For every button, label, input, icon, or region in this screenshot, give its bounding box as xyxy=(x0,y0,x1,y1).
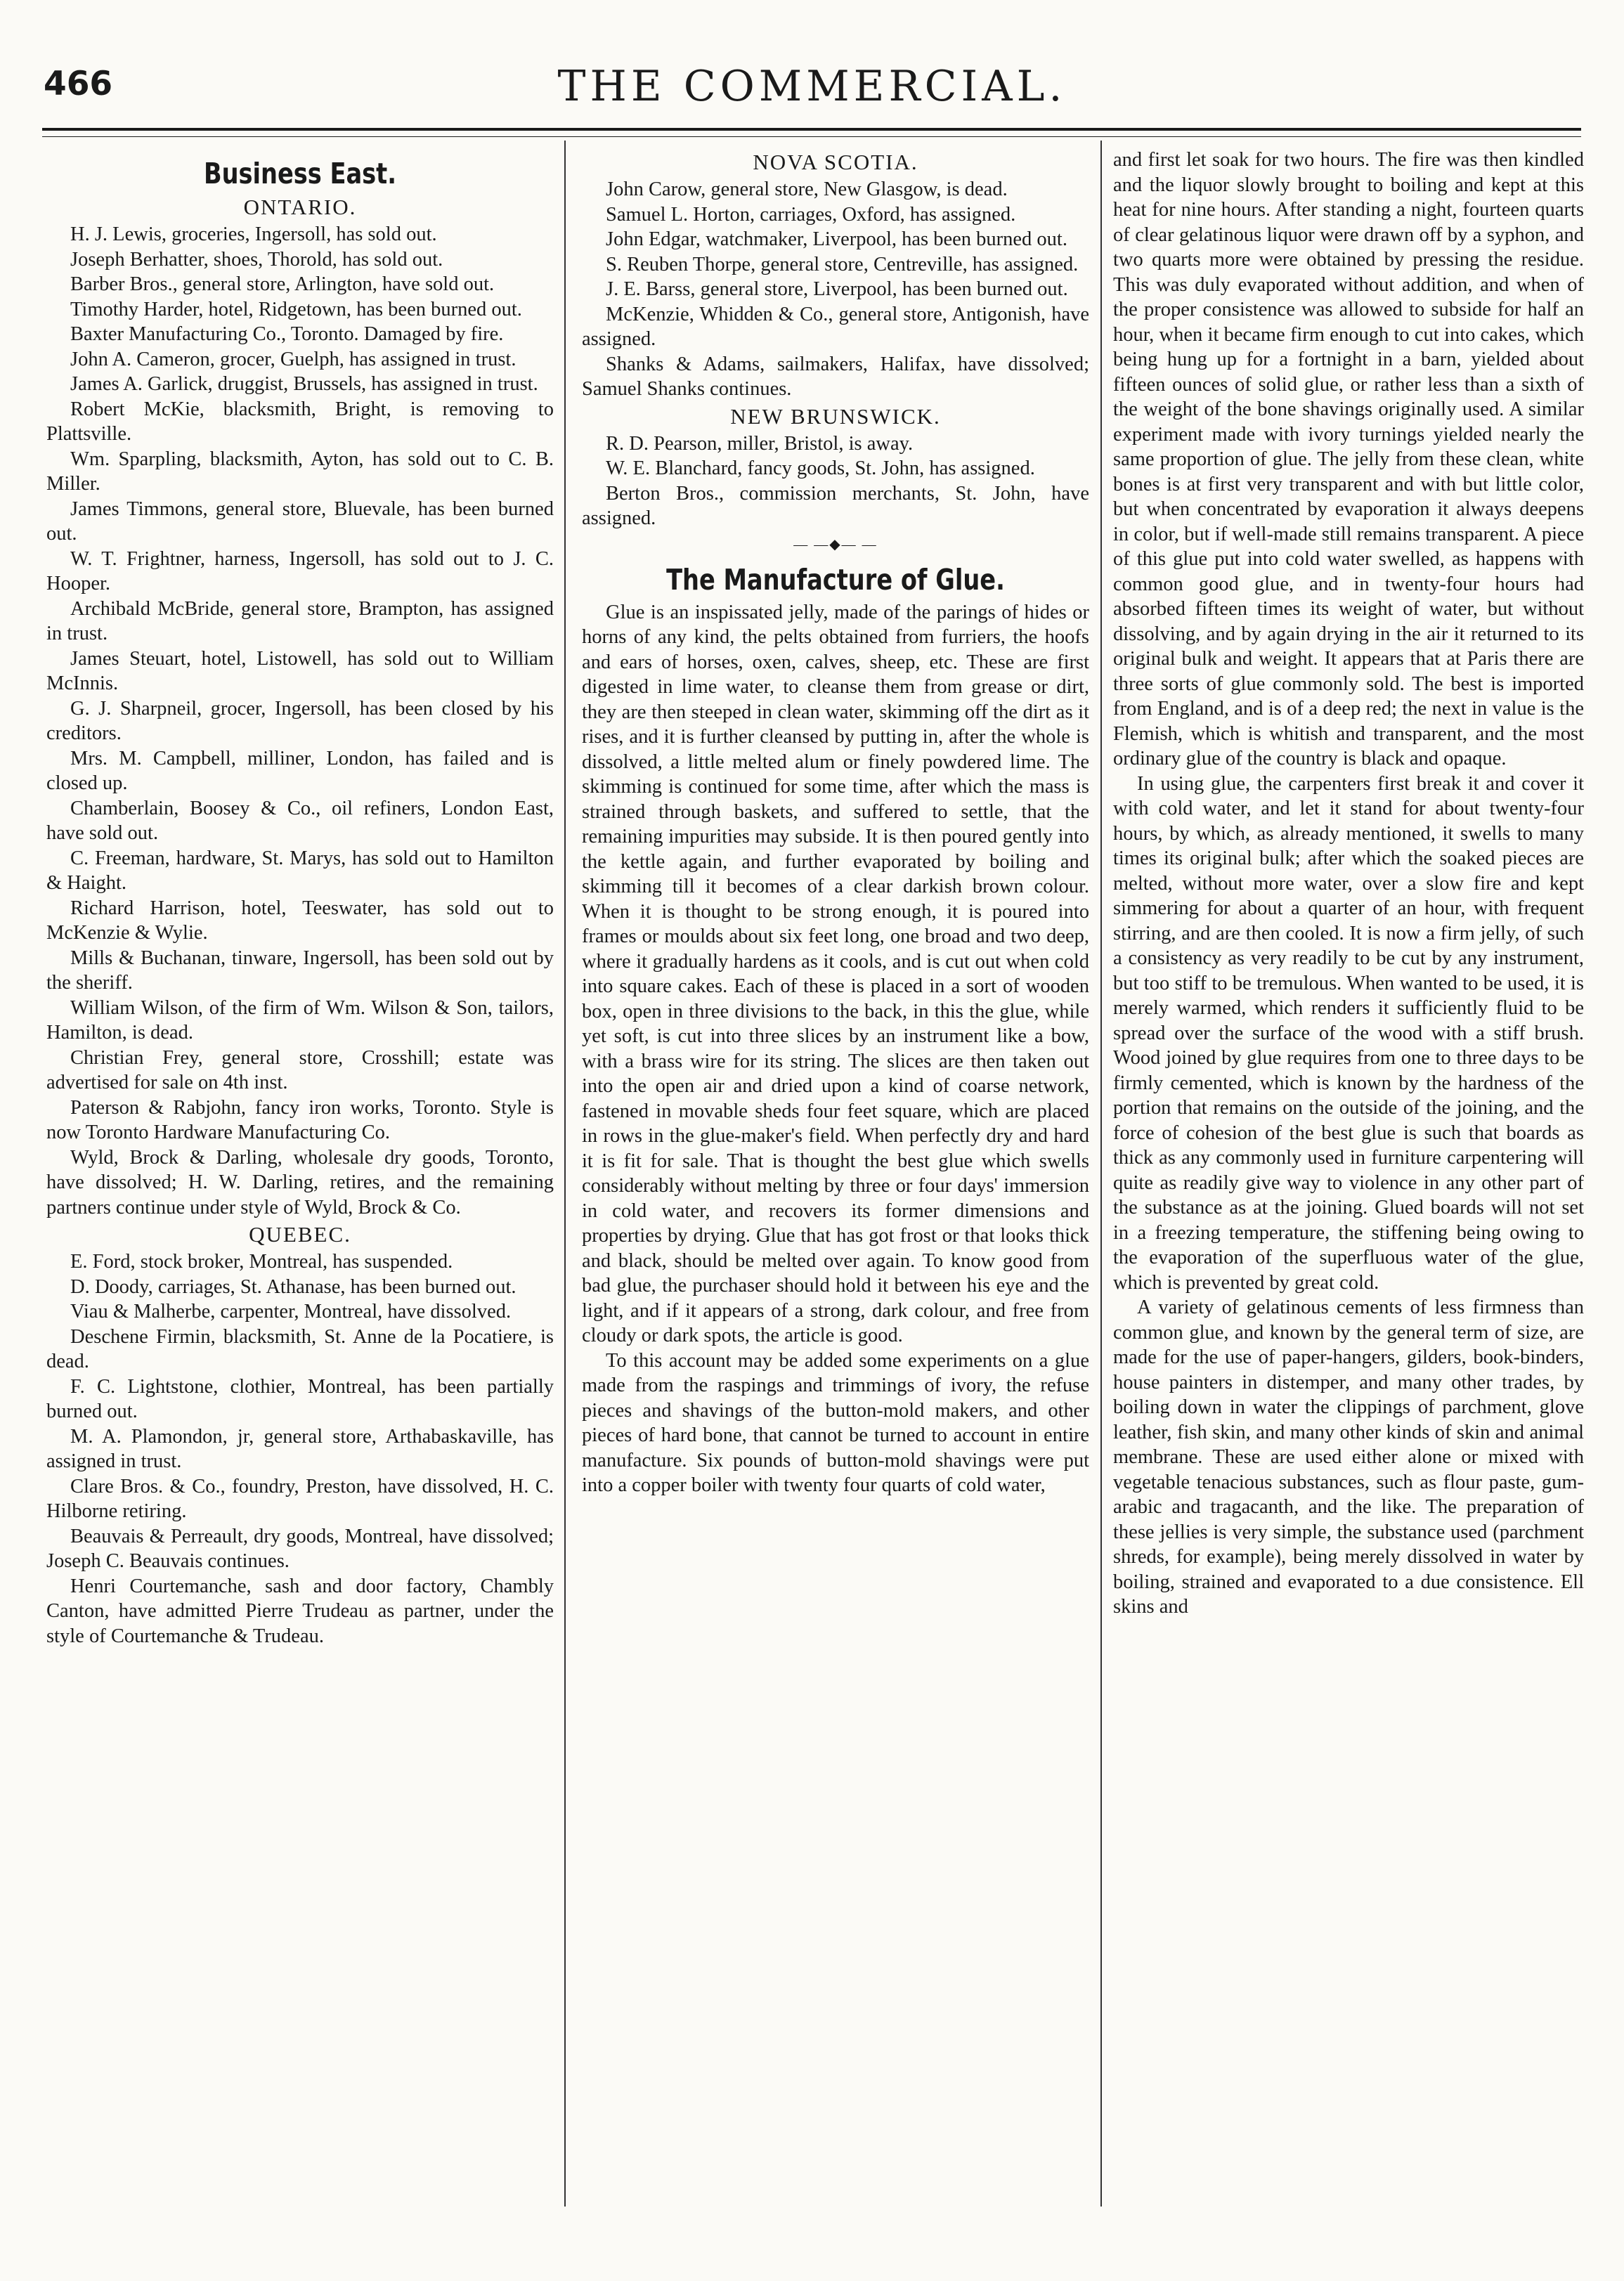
list-item: Paterson & Rabjohn, fancy iron works, Toronto. Style is now Toronto Hardware Manufacturing Co. xyxy=(46,1096,554,1143)
list-item: John Edgar, watchmaker, Liverpool, has been burned out. xyxy=(606,228,1067,250)
list-item: James A. Garlick, druggist, Brussels, has assigned in trust. xyxy=(70,373,538,395)
list-item: Chamberlain, Boosey & Co., oil refiners, London East, have sold out. xyxy=(46,797,554,844)
list-item: E. Ford, stock broker, Montreal, has suspended. xyxy=(70,1251,453,1273)
column-1 xyxy=(46,148,554,1649)
nova-scotia-heading: NOVA SCOTIA. xyxy=(753,150,918,174)
article-paragraph: Glue is an inspissated jelly, made of the parings of hides or horns of any kind, the pelts obtained from furriers, the hoofs and ears of horses, oxen, calves, sheep, etc. These are first digested in lime water, to cleanse them from grease or dirt, they are then steeped in clean water, skimming off the dirt as it rises, and it is further cleansed by putting in, after the whole is dissolved, a little melted alum or finely powdered lime. The skimming is continued for some time, after which the mass is strained through baskets, and suffered to settle, that the remaining impurities may subside. It is then poured gently into the kettle again, and further evaporated by boiling and skimming till it becomes of a clear darkish brown colour. When it is thought to be strong enough, it is poured into frames or moulds about six feet long, one broad and two deep, where it gradually hardens as it cools, and is cut out when cold into square cakes. Each of these is placed in a sort of wooden box, open in three divisions to the back, in this the glue, while yet soft, is cut into three slices by an instrument like a bow, with a brass wire for its string. The slices are then taken out into the open air and dried upon a kind of coarse network, fastened in movable sheds four feet square, which are placed in rows in the glue-maker's field. When perfectly dry and hard it is fit for sale. That is thought the best glue which swells considerably without melting by three or four days' immersion in cold water, and recovers its former dimensions and properties by drying. Glue that has got frost or that looks thick and black, should be melted over again. To know good from bad glue, the purchaser should hold it between his eye and the light, and if it appears of a strong, dark colour, and free from cloudy or dark spots, the article is good. xyxy=(582,601,1089,1346)
list-item: Baxter Manufacturing Co., Toronto. Damaged by fire. xyxy=(70,323,504,345)
column-rule-1 xyxy=(564,141,566,2207)
article-paragraph: In using glue, the carpenters first break it and cover it with cold water, and let it stand for about twenty-four hours, by which, as already mentioned, it swells to many times its original bulk; after which the soaked pieces are melted, without more water, over a slow fire and kept simmering for about a quarter of an hour, with frequent stirring, and are then cooled. It is now a firm jelly, of such a consistency as very readily to be cut by any instrument, but too stiff to be tremulous. When wanted to be used, it is merely warmed, which renders it sufficiently fluid to be spread over the surface of the wood with a stiff brush. Wood joined by glue requires from one to three days to be firmly cemented, which is known by the hardness of the portion that remains on the outside of the joining, and the force of cohesion of the best glue is such that boards as thick as any commonly used in furniture carpentering will quite as readily give way to violence in any other part of the substance as at the joining. Glued boards will not set in a freezing temperature, the stiffening being owing to the evaporation of the superfluous water of the glue, which is prevented by great cold. xyxy=(1113,772,1584,1294)
list-item: Barber Bros., general store, Arlington, have sold out. xyxy=(70,273,495,295)
list-item: John Carow, general store, New Glasgow, is dead. xyxy=(606,178,1008,200)
list-item: Timothy Harder, hotel, Ridgetown, has been burned out. xyxy=(70,298,522,320)
column-2 xyxy=(582,148,1089,1498)
list-item: G. J. Sharpneil, grocer, Ingersoll, has been closed by his creditors. xyxy=(46,697,554,744)
list-item: Robert McKie, blacksmith, Bright, is removing to Plattsville. xyxy=(46,398,554,445)
list-item: Joseph Berhatter, shoes, Thorold, has sold out. xyxy=(70,248,443,271)
masthead-rule-thin xyxy=(42,136,1581,137)
list-item: S. Reuben Thorpe, general store, Centreville, has assigned. xyxy=(606,253,1079,275)
list-item: J. E. Barss, general store, Liverpool, has been burned out. xyxy=(606,278,1068,300)
glue-article-title: The Manufacture of Glue. xyxy=(666,562,1005,597)
list-item: Wyld, Brock & Darling, wholesale dry goods, Toronto, have dissolved; H. W. Darling, retires, and the remaining partners continue under style of Wyld, Brock & Co. xyxy=(46,1146,554,1219)
column-rule-2 xyxy=(1100,141,1102,2207)
list-item: W. T. Frightner, harness, Ingersoll, has sold out to J. C. Hooper. xyxy=(46,547,554,594)
list-item: Viau & Malherbe, carpenter, Montreal, have dissolved. xyxy=(70,1301,512,1323)
list-item: Henri Courtemanche, sash and door factory, Chambly Canton, have admitted Pierre Trudeau as partner, under the style of Courtemanche & Trudeau. xyxy=(46,1575,554,1647)
list-item: Mills & Buchanan, tinware, Ingersoll, has been sold out by the sheriff. xyxy=(46,947,554,994)
list-item: James Steuart, hotel, Listowell, has sold out to William McInnis. xyxy=(46,647,554,694)
list-item: William Wilson, of the firm of Wm. Wilson & Son, tailors, Hamilton, is dead. xyxy=(46,996,554,1044)
list-item: C. Freeman, hardware, St. Marys, has sold out to Hamilton & Haight. xyxy=(46,847,554,894)
list-item: F. C. Lightstone, clothier, Montreal, has been partially burned out. xyxy=(46,1375,554,1422)
masthead-title: THE COMMERCIAL. xyxy=(557,62,1067,111)
list-item: H. J. Lewis, groceries, Ingersoll, has sold out. xyxy=(70,223,437,245)
article-paragraph: A variety of gelatinous cements of less firmness than common glue, and known by the general term of size, are made for the use of paper-hangers, gilders, book-binders, house painters in distemper, and many other trades, by boiling down in water the clippings of parchment, glove leather, fish skin, and many other kinds of skin and animal membrane. These are used either alone or mixed with vegetable tenacious substances, such as flour paste, gum-arabic and tragacanth, and the like. The preparation of these jellies is very simple, the substance used (parchment shreds, for example), being merely dissolved in water by boiling, strained and evaporated to a due consistence. Ell skins and xyxy=(1113,1297,1584,1618)
list-item: Shanks & Adams, sailmakers, Halifax, have dissolved; Samuel Shanks continues. xyxy=(582,353,1089,400)
list-item: Deschene Firmin, blacksmith, St. Anne de la Pocatiere, is dead. xyxy=(46,1325,554,1372)
article-paragraph: To this account may be added some experiments on a glue made from the raspings and trimmings of ivory, the refuse pieces and shavings of the button-mold makers, and other pieces of hard bone, that cannot be turned to account in entire manufacture. Six pounds of button-mold shavings were put into a copper boiler with twenty four quarts of cold water, xyxy=(582,1349,1089,1496)
section-ornament: — —◆— — xyxy=(793,536,878,552)
column-3 xyxy=(1113,148,1584,1620)
business-east-title: Business East. xyxy=(203,157,397,190)
list-item: Wm. Sparpling, blacksmith, Ayton, has sold out to C. B. Miller. xyxy=(46,448,554,495)
list-item: W. E. Blanchard, fancy goods, St. John, has assigned. xyxy=(606,457,1035,479)
list-item: John A. Cameron, grocer, Guelph, has assigned in trust. xyxy=(70,348,517,370)
list-item: Mrs. M. Campbell, milliner, London, has failed and is closed up. xyxy=(46,747,554,794)
list-item: Archibald McBride, general store, Brampton, has assigned in trust. xyxy=(46,597,554,644)
list-item: Berton Bros., commission merchants, St. John, have assigned. xyxy=(582,482,1089,529)
page-number: 466 xyxy=(44,65,113,103)
quebec-heading: QUEBEC. xyxy=(249,1222,351,1247)
list-item: Clare Bros. & Co., foundry, Preston, have dissolved, H. C. Hilborne retiring. xyxy=(46,1475,554,1522)
list-item: McKenzie, Whidden & Co., general store, Antigonish, have assigned. xyxy=(582,303,1089,350)
list-item: R. D. Pearson, miller, Bristol, is away. xyxy=(606,432,914,455)
list-item: Beauvais & Perreault, dry goods, Montreal, have dissolved; Joseph C. Beauvais continues. xyxy=(46,1525,554,1572)
list-item: Richard Harrison, hotel, Teeswater, has sold out to McKenzie & Wylie. xyxy=(46,897,554,944)
list-item: Christian Frey, general store, Crosshill; estate was advertised for sale on 4th inst. xyxy=(46,1046,554,1093)
list-item: M. A. Plamondon, jr, general store, Arthabaskaville, has assigned in trust. xyxy=(46,1425,554,1472)
list-item: Samuel L. Horton, carriages, Oxford, has assigned. xyxy=(606,203,1016,226)
list-item: James Timmons, general store, Bluevale, has been burned out. xyxy=(46,498,554,545)
article-paragraph: and first let soak for two hours. The fire was then kindled and the liquor slowly brought to boiling and kept at this heat for nine hours. After standing a night, fourteen quarts of clear gelatinous liquor were drawn off by a syphon, and two quarts more were obtained by pressing the residue. This was duly evaporated without addition, and when of the proper consistence was allowed to subside for half an hour, when it became firm enough to cut into cakes, which being hung up for a fortnight in a barn, yielded about fifteen ounces of solid glue, or rather less than a sixth of the weight of the bone shavings originally used. A similar experiment made with ivory turnings yielded nearly the same proportion of glue. The jelly from these clean, white bones is at first very transparent and with but little color, but when concentrated by evaporation it always deepens in color, but if well-made still remains transparent. A piece of this glue put into cold water swelled, as happens with common good glue, and in twenty-four hours had absorbed fifteen times its weight of water, but without dissolving, and by again drying in the air it returned to its original bulk and weight. It appears that at Paris there are three sorts of glue commonly sold. The best is imported from England, and is of a deep red; the next in value is the Flemish, which is whitish and transparent, and the most ordinary glue of the country is black and opaque. xyxy=(1113,149,1584,769)
new-brunswick-heading: NEW BRUNSWICK. xyxy=(730,403,941,429)
list-item: D. Doody, carriages, St. Athanase, has been burned out. xyxy=(70,1275,517,1298)
masthead-rule xyxy=(42,128,1581,131)
ontario-heading: ONTARIO. xyxy=(243,195,357,219)
